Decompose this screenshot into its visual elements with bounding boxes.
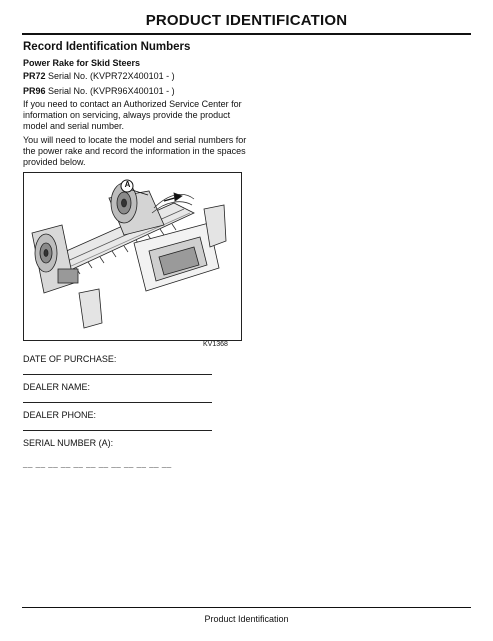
serial-number-blanks[interactable]: __ __ __ __ __ __ __ __ __ __ __ __ [23,459,172,468]
model-line-pr72 [23,71,175,81]
dealer-phone-label: DEALER PHONE: [23,410,97,420]
power-rake-illustration [23,172,242,341]
model-name: PR72 [23,71,46,81]
model-line-pr96 [23,86,175,96]
model-name: PR96 [23,86,46,96]
page-title: PRODUCT IDENTIFICATION [145,12,348,29]
footer-divider [22,607,471,608]
power-rake-drawing [24,173,241,340]
date-of-purchase-label: DATE OF PURCHASE: [23,354,117,364]
serial-number-label: SERIAL NUMBER (A): [23,438,114,448]
title-divider [22,33,471,35]
date-of-purchase-line[interactable] [23,374,212,375]
serial-range: Serial No. (KVPR72X400101 - ) [48,71,175,81]
footer-text: Product Identification [204,614,289,624]
dealer-name-label: DEALER NAME: [23,382,91,392]
callout-label: A [124,180,131,189]
figure-code: KV1368 [203,341,228,348]
dealer-phone-line[interactable] [23,430,212,431]
section-title: Record Identification Numbers [23,41,191,53]
dealer-name-line[interactable] [23,402,212,403]
product-subtitle: Power Rake for Skid Steers [23,58,141,68]
serial-range: Serial No. (KVPR96X400101 - ) [48,86,175,96]
service-paragraph: If you need to contact an Authorized Service Center for information on servicing, always provide the product model and serial number. [23,99,242,131]
locate-paragraph: You will need to locate the model and serial numbers for the power rake and record the information in the spaces provided below. [23,135,247,167]
